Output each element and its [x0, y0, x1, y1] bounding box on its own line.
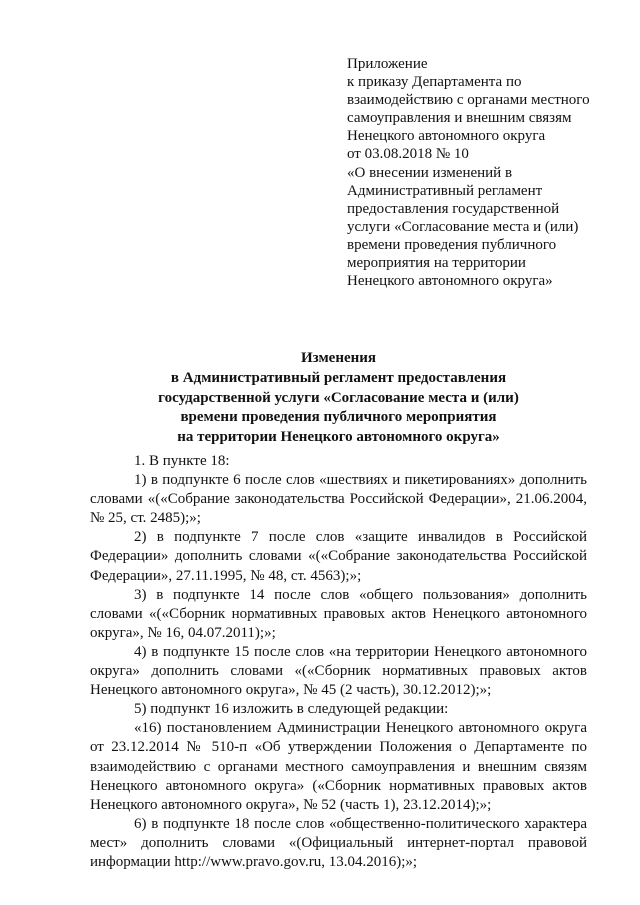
- appendix-line: мероприятия на территории: [347, 255, 526, 272]
- appendix-line: предоставления государственной: [347, 200, 560, 217]
- appendix-line: взаимодействию с органами местного: [347, 92, 590, 109]
- appendix-line: Ненецкого автономного округа»: [347, 273, 553, 290]
- title-line: Изменения: [300, 350, 377, 366]
- body-paragraph: 1) в подпункте 6 после слов «шествиях и пикетированиях» дополнить словами «(«Собрание законодательства Российской Федерации», 21.06.2004, № 25, ст. 2485);»;: [90, 472, 587, 527]
- title-line: государственной услуги «Согласование места и (или): [158, 389, 519, 406]
- body-paragraph: 4) в подпункте 15 после слов «на территории Ненецкого автономного округа» дополнить словами «(«Сборник нормативных правовых актов Ненецкого автономного округа», № 45 (2 часть), 30.12.2012);»;: [90, 643, 587, 699]
- appendix-line: Административный регламент: [347, 182, 543, 199]
- document-title: [90, 349, 587, 448]
- body-paragraph: 2) в подпункте 7 после слов «защите инвалидов в Российской Федерации» дополнить словами «(«Собрание законодательства Российской Федерации», 27.11.1995, № 48, ст. 4563);»;: [90, 529, 587, 584]
- appendix-line: Приложение: [347, 56, 428, 72]
- appendix-block: [347, 55, 612, 290]
- appendix-line: самоуправления и внешним связям: [347, 110, 572, 127]
- appendix-line: времени проведения публичного: [347, 236, 557, 253]
- title-line: в Административный регламент предоставления: [170, 369, 507, 386]
- title-line: на территории Ненецкого автономного округа»: [177, 429, 500, 446]
- body-paragraph: «16) постановлением Администрации Ненецкого автономного округа от 23.12.2014 № 510-п «Об утверждении Положения о Департаменте по взаимодействию с органами местного самоуправления и внешним связям Ненецкого автономного округа» («Сборник нормативных правовых актов Ненецкого автономного округа», № 52 (часть 1), 23.12.2014);»;: [90, 720, 587, 813]
- body-paragraph: 5) подпункт 16 изложить в следующей редакции:: [134, 701, 449, 718]
- appendix-line: Ненецкого автономного округа: [347, 128, 546, 145]
- body-paragraph: 6) в подпункте 18 после слов «общественно-политического характера мест» дополнить словами «(Официальный интернет-портал правовой информации http://www.pravo.gov.ru, 13.04.2016);»;: [90, 815, 587, 870]
- title-line: времени проведения публичного мероприятия: [180, 409, 497, 426]
- appendix-line: «О внесении изменений в: [347, 164, 513, 181]
- appendix-line: к приказу Департамента по: [347, 74, 522, 91]
- body-paragraph: 3) в подпункте 14 после слов «общего пользования» дополнить словами «(«Сборник нормативных правовых актов Ненецкого автономного округа», № 16, 04.07.2011);»;: [90, 586, 587, 641]
- body-paragraph: 1. В пункте 18:: [134, 453, 230, 469]
- appendix-line: услуги «Согласование места и (или): [347, 218, 579, 235]
- appendix-line: от 03.08.2018 № 10: [347, 146, 469, 163]
- document-body: [90, 452, 587, 872]
